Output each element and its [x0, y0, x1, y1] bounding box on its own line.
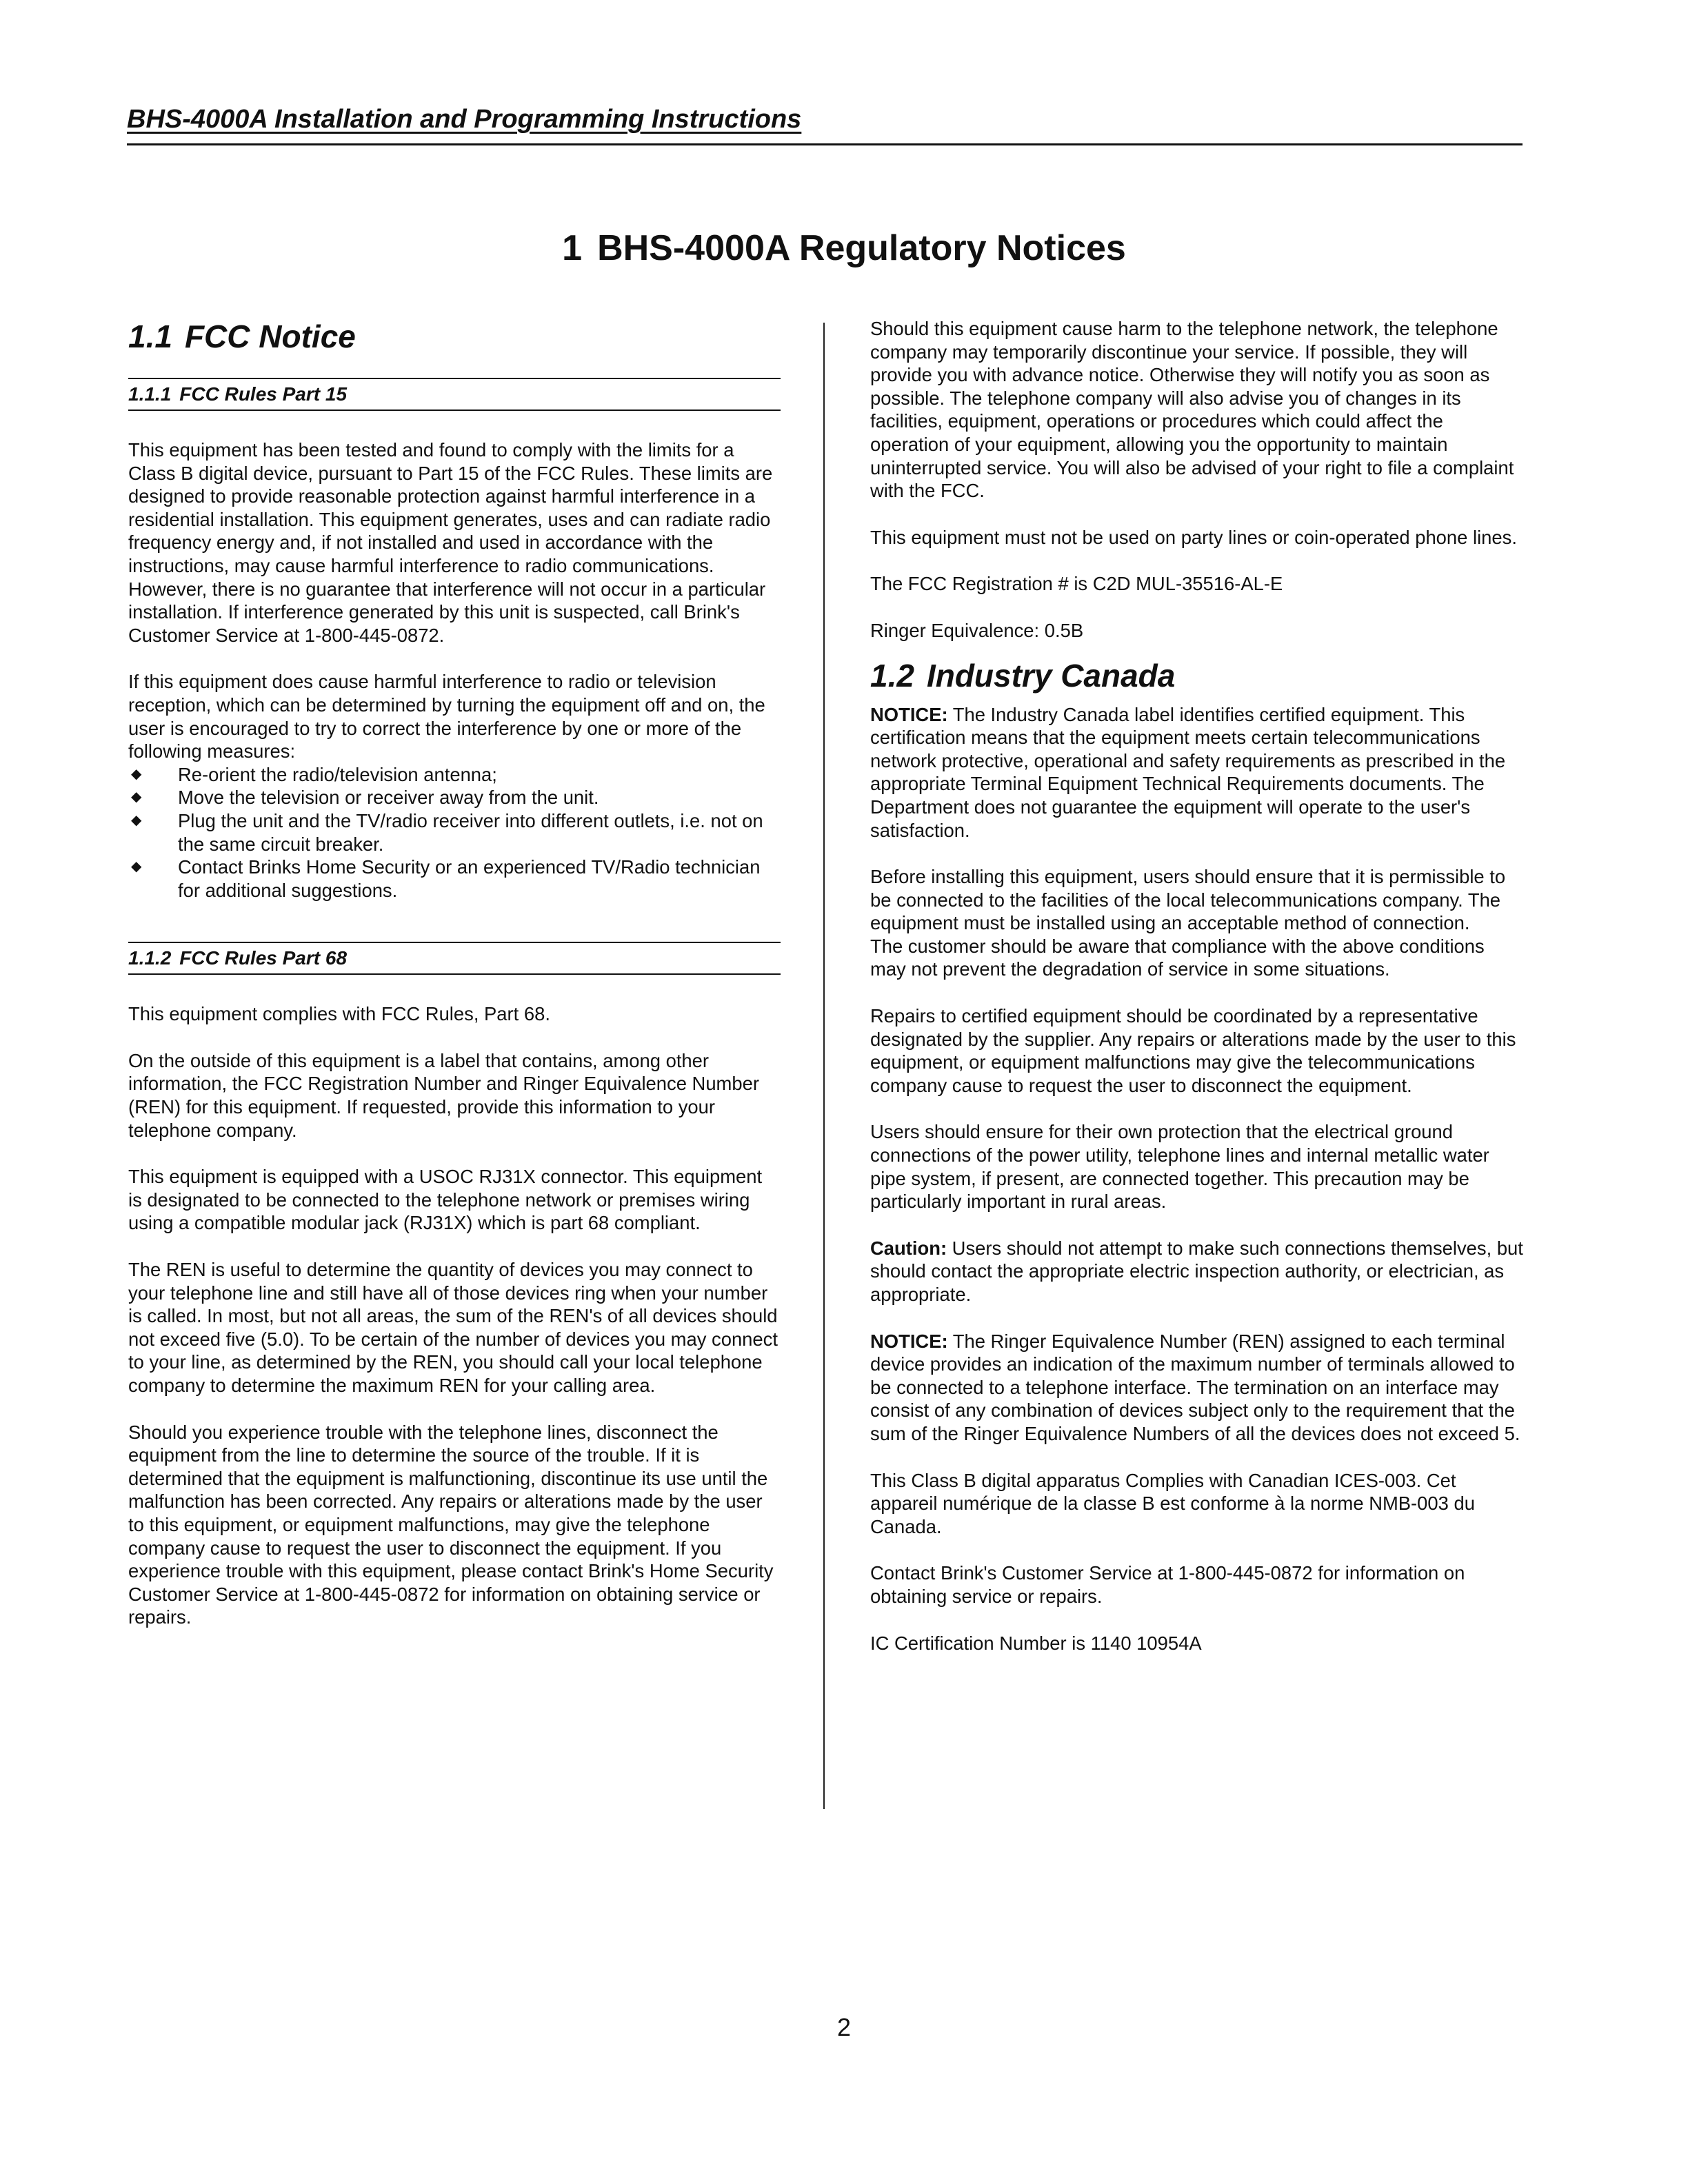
section-number: 1.2	[870, 657, 914, 694]
diamond-bullet-icon: ◆	[131, 859, 142, 875]
notice-label: NOTICE:	[870, 703, 948, 725]
party-lines-paragraph: This equipment must not be used on party lines or coin-operated phone lines.	[870, 526, 1517, 548]
customer-aware-paragraph: The customer should be aware that compliance with the above conditions may not prevent the degradation of service in some situations.	[870, 935, 1485, 980]
fcc-harm-paragraph: Should this equipment cause harm to the telephone network, the telephone company may temporarily discontinue your service. If possible, they will provide you with advance notice. Otherwise they will notify you as soon as possible. The telephone company will also advise you of changes in its facilities, equipment, operations or procedures which could affect the operation of your equipment, allowing you the opportunity to maintain uninterrupted service. You will also be advised of your right to file a complaint with the FCC.	[870, 318, 1514, 502]
part68-paragraph-4: The REN is useful to determine the quantity of devices you may connect to your telephone line and still have all of those devices ring when your number is called. In most, but not all areas, the sum of the REN's of all devices should not exceed five (5.0). To be certain of the number of devices you may connect to your line, as determined by the REN, you should call your local telephone company to determine the maximum REN for your calling area.	[128, 1259, 778, 1396]
list-item-text: Contact Brinks Home Security or an experienced TV/Radio technician for additional suggestions.	[178, 856, 761, 901]
page-number: 2	[836, 2013, 852, 2041]
list-item	[128, 809, 781, 856]
section-title: FCC Notice	[184, 318, 356, 354]
part68-paragraph-5: Should you experience trouble with the telephone lines, disconnect the equipment from the line to determine the source of the trouble. If it is determined that the equipment is malfunctioning, discontinue its use until the malfunction has been corrected. Any repairs or alterations made by the user to this equipment, or equipment malfunctions, may give the telephone company cause to request the user to disconnect the equipment. If you experience trouble with this equipment, please contact Brink's Home Security Customer Service at 1-800-445-0872 for information on obtaining service or repairs.	[128, 1421, 774, 1628]
part68-paragraph-1: This equipment complies with FCC Rules, Part 68.	[128, 1003, 550, 1025]
caution-text: Users should not attempt to make such connections themselves, but should contact the appropriate electric inspection authority, or electrician, as appropriate.	[870, 1237, 1523, 1305]
list-item-text: Re-orient the radio/television antenna;	[178, 763, 497, 785]
ren-notice-paragraph	[870, 1330, 1525, 1446]
ic-notice-paragraph	[870, 703, 1525, 842]
ringer-equivalence: Ringer Equivalence: 0.5B	[870, 619, 1084, 641]
section-heading-industry-canada	[870, 656, 1525, 695]
list-item	[128, 856, 781, 902]
diamond-bullet-icon: ◆	[131, 812, 142, 828]
subsection-heading-part68	[128, 942, 781, 975]
list-item-text: Move the television or receiver away from the unit.	[178, 787, 599, 809]
left-column	[128, 317, 781, 1629]
section-heading-fcc-notice	[128, 317, 781, 356]
before-installing-paragraph: Before installing this equipment, users should ensure that it is permissible to be connected to the facilities of the local telecommunications company. The equipment must be installed using an acceptable method of connection.	[870, 866, 1506, 934]
list-item-text: Plug the unit and the TV/radio receiver into different outlets, i.e. not on the same circuit breaker.	[178, 809, 763, 855]
list-item	[128, 786, 781, 809]
repairs-paragraph: Repairs to certified equipment should be coordinated by a representative designated by the supplier. Any repairs or alterations made by the user to this equipment, or equipment malfunctions may give the telecommunications company cause to request the user to disconnect the equipment.	[870, 1005, 1516, 1096]
right-column	[870, 317, 1525, 1655]
diamond-bullet-icon: ◆	[131, 789, 142, 805]
fcc-registration: The FCC Registration # is C2D MUL-35516-AL-E	[870, 573, 1283, 595]
page-title	[0, 228, 1688, 269]
part68-paragraph-3: This equipment is equipped with a USOC RJ31X connector. This equipment is designated to be connected to the telephone network or premises wiring using a compatible modular jack (RJ31X) which is part 68 compliant.	[128, 1166, 763, 1234]
part68-paragraph-2: On the outside of this equipment is a label that contains, among other information, the FCC Registration Number and Ringer Equivalence Number (REN) for this equipment. If requested, provide this information to your telephone company.	[128, 1049, 759, 1141]
measures-list	[128, 763, 781, 902]
subsection-heading-part15	[128, 378, 781, 411]
page-header	[127, 105, 1523, 143]
subsection-title: FCC Rules Part 15	[179, 383, 348, 405]
part15-paragraph-2: If this equipment does cause harmful interference to radio or television reception, which can be determined by turning the equipment off and on, the user is encouraged to try to correct the interference by one or more of the following measures:	[128, 671, 765, 762]
subsection-number: 1.1.2	[128, 947, 172, 969]
page-title-number: 1	[562, 228, 583, 268]
notice-label: NOTICE:	[870, 1330, 948, 1352]
subsection-number: 1.1.1	[128, 383, 172, 405]
page-title-text: BHS-4000A Regulatory Notices	[597, 228, 1126, 268]
contact-paragraph: Contact Brink's Customer Service at 1-800-445-0872 for information on obtaining service or repairs.	[870, 1562, 1465, 1607]
diamond-bullet-icon: ◆	[131, 766, 142, 782]
caution-label: Caution:	[870, 1237, 947, 1259]
ic-certification-number: IC Certification Number is 1140 10954A	[870, 1632, 1202, 1654]
header-rule	[127, 143, 1523, 145]
class-b-paragraph: This Class B digital apparatus Complies with Canadian ICES-003. Cet appareil numérique de la classe B est conforme à la norme NMB-003 du Canada.	[870, 1469, 1475, 1537]
section-number: 1.1	[128, 318, 172, 354]
part15-paragraph-1: This equipment has been tested and found to comply with the limits for a Class B digital device, pursuant to Part 15 of the FCC Rules. These limits are designed to provide reasonable protection against harmful interference in a residential installation. This equipment generates, uses and can radiate radio frequency energy and, if not installed and used in accordance with the instructions, may cause harmful interference to radio communications. However, there is no guarantee that interference will not occur in a particular installation. If interference generated by this unit is suspected, call Brink's Customer Service at 1-800-445-0872.	[128, 439, 773, 646]
header-title: BHS-4000A Installation and Programming Instructions	[127, 105, 802, 134]
notice-text: The Ringer Equivalence Number (REN) assigned to each terminal device provides an indication of the maximum number of terminals allowed to be connected to a telephone interface. The termination on an interface may consist of any combination of devices subject only to the requirement that the sum of the Ringer Equivalence Numbers of all the devices does not exceed 5.	[870, 1330, 1520, 1444]
ground-paragraph: Users should ensure for their own protection that the electrical ground connections of the power utility, telephone lines and internal metallic water pipe system, if present, are connected together. This precaution may be particularly important in rural areas.	[870, 1121, 1489, 1213]
subsection-title: FCC Rules Part 68	[179, 947, 348, 969]
column-divider	[823, 323, 825, 1809]
list-item	[128, 763, 781, 787]
notice-text: The Industry Canada label identifies certified equipment. This certification means that the equipment meets certain telecommunications network protective, operational and safety requirements as prescribed in the appropriate Terminal Equipment Technical Requirements documents. The Department does not guarantee the equipment will operate to the user's satisfaction.	[870, 703, 1506, 841]
section-title: Industry Canada	[926, 657, 1176, 694]
caution-paragraph	[870, 1237, 1525, 1306]
